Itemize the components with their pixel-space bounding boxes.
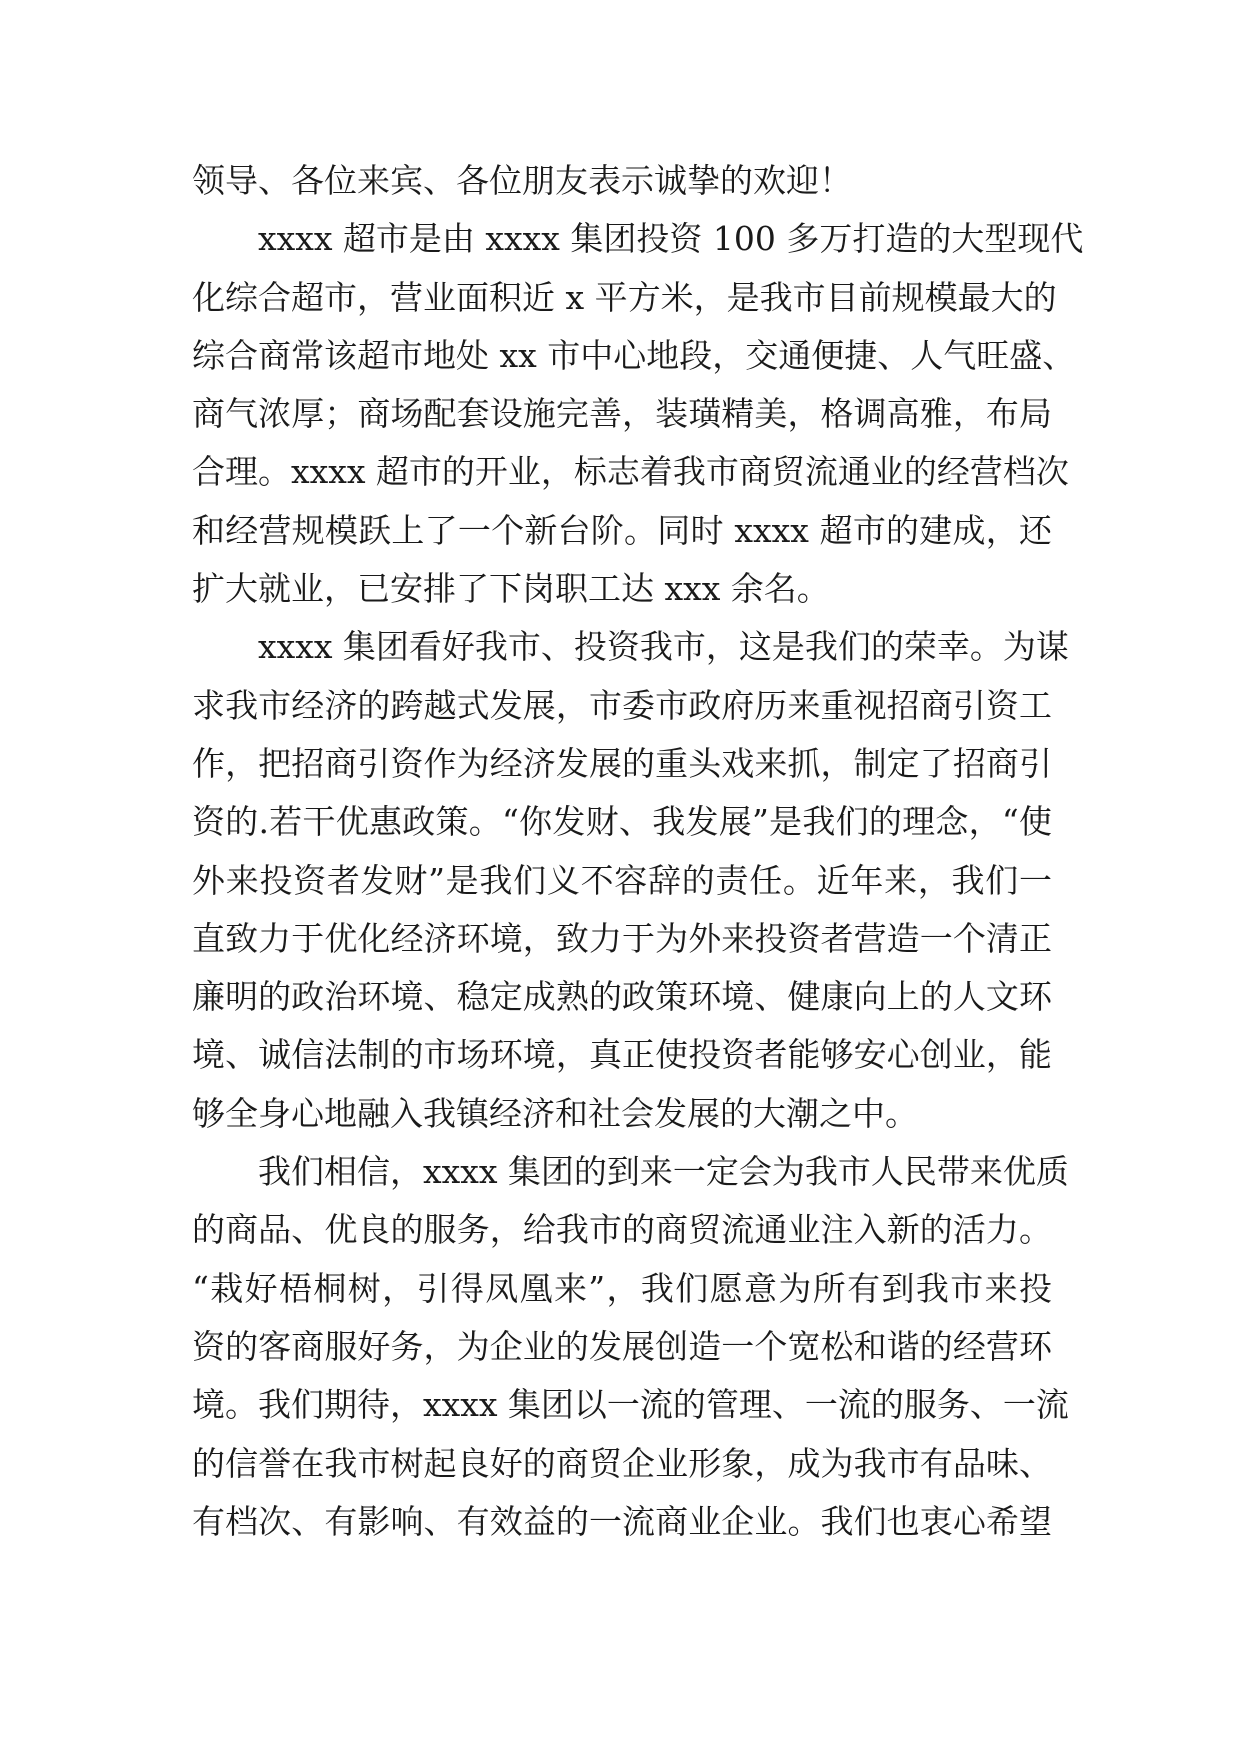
document-body bbox=[192, 152, 1084, 1551]
text-line: 的商品、优良的服务，给我市的商贸流通业注入新的活力。 bbox=[192, 1210, 1052, 1250]
paragraph-start-line: 我们相信，xxxx 集团的到来一定会为我市人民带来优质 bbox=[258, 1152, 1069, 1192]
paragraph-start-line: xxxx 集团看好我市、投资我市，这是我们的荣幸。为谋 bbox=[258, 627, 1069, 667]
text-line: 扩大就业，已安排了下岗职工达 xxx 余名。 bbox=[192, 569, 830, 609]
paragraph-start-line: xxxx 超市是由 xxxx 集团投资 100 多万打造的大型现代 bbox=[258, 219, 1084, 259]
text-line: 境。我们期待，xxxx 集团以一流的管理、一流的服务、一流 bbox=[192, 1385, 1069, 1425]
text-line: 外来投资者发财”是我们义不容辞的责任。近年来，我们一 bbox=[192, 860, 1052, 900]
text-line: 廉明的政治环境、稳定成熟的政策环境、健康向上的人文环 bbox=[192, 977, 1052, 1017]
text-line: 够全身心地融入我镇经济和社会发展的大潮之中。 bbox=[192, 1093, 918, 1133]
text-line: 资的客商服好务，为企业的发展创造一个宽松和谐的经营环 bbox=[192, 1326, 1052, 1366]
text-line: 综合商常该超市地处 xx 市中心地段，交通便捷、人气旺盛、 bbox=[192, 335, 1076, 375]
text-line: 资的.若干优惠政策。“你发财、我发展”是我们的理念，“使 bbox=[192, 802, 1052, 842]
text-line: 作，把招商引资作为经济发展的重头戏来抓，制定了招商引 bbox=[192, 743, 1052, 783]
text-line: “栽好梧桐树，引得凤凰来”，我们愿意为所有到我市来投 bbox=[192, 1268, 1052, 1308]
text-line: 境、诚信法制的市场环境，真正使投资者能够安心创业，能 bbox=[192, 1035, 1052, 1075]
text-line: 合理。xxxx 超市的开业，标志着我市商贸流通业的经营档次 bbox=[192, 452, 1069, 492]
text-line: 的信誉在我市树起良好的商贸企业形象，成为我市有品味、 bbox=[192, 1443, 1052, 1483]
text-line: 商气浓厚；商场配套设施完善，装璜精美，格调高雅，布局 bbox=[192, 394, 1052, 434]
text-line: 有档次、有影响、有效益的一流商业企业。我们也衷心希望 bbox=[192, 1501, 1052, 1541]
text-line: 化综合超市，营业面积近 x 平方米，是我市目前规模最大的 bbox=[192, 277, 1057, 317]
text-line: 直致力于优化经济环境，致力于为外来投资者营造一个清正 bbox=[192, 918, 1052, 958]
text-line: 求我市经济的跨越式发展，市委市政府历来重视招商引资工 bbox=[192, 685, 1052, 725]
text-line: 领导、各位来宾、各位朋友表示诚挚的欢迎！ bbox=[192, 161, 852, 200]
text-line: 和经营规模跃上了一个新台阶。同时 xxxx 超市的建成，还 bbox=[192, 510, 1052, 550]
